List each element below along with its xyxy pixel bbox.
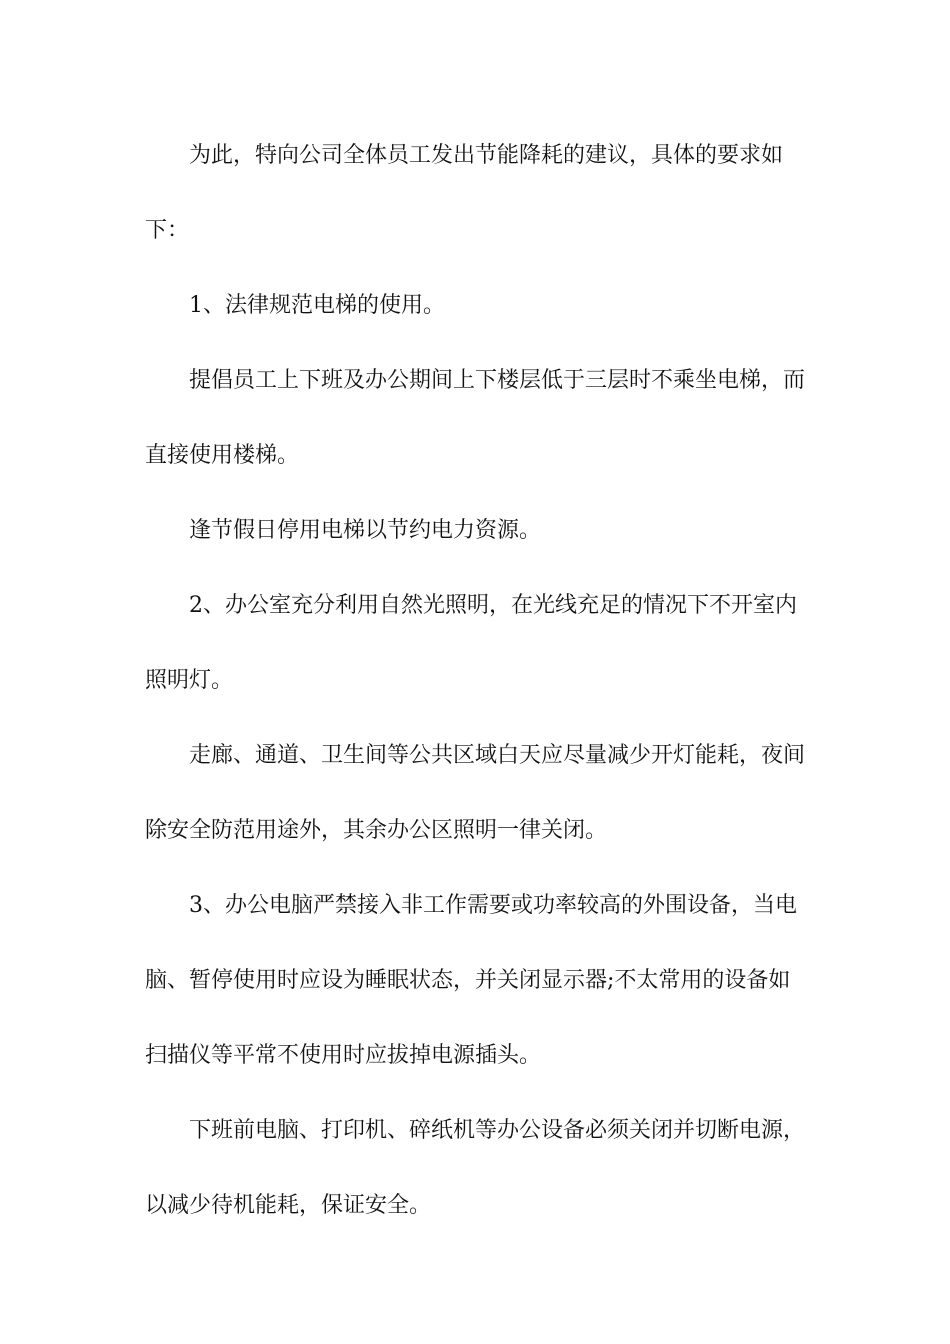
paragraph-item-1-heading: 1、法律规范电梯的使用。 — [189, 293, 445, 318]
paragraph-item-3-computers: 3、办公电脑严禁接入非工作需要或功率较高的外围设备，当电脑、暂停使用时应设为睡眠状态，并关闭显示器;不太常用的设备如扫描仪等平常不使用时应拔掉电源插头。 — [145, 893, 797, 1068]
paragraph-elevator-usage: 提倡员工上下班及办公期间上下楼层低于三层时不乘坐电梯，而直接使用楼梯。 — [145, 368, 806, 468]
paragraph-power-off: 下班前电脑、打印机、碎纸机等办公设备必须关闭并切断电源，以减少待机能耗，保证安全。 — [145, 1118, 806, 1218]
paragraph-public-area-lighting: 走廊、通道、卫生间等公共区域白天应尽量减少开灯能耗，夜间除安全防范用途外，其余办公区照明一律关闭。 — [145, 743, 806, 843]
document-body — [145, 118, 810, 1243]
paragraph-item-2-lighting: 2、办公室充分利用自然光照明，在光线充足的情况下不开室内照明灯。 — [145, 593, 797, 693]
paragraph-holiday-elevator: 逢节假日停用电梯以节约电力资源。 — [189, 518, 542, 543]
paragraph-intro: 为此，特向公司全体员工发出节能降耗的建议，具体的要求如下： — [145, 143, 784, 243]
